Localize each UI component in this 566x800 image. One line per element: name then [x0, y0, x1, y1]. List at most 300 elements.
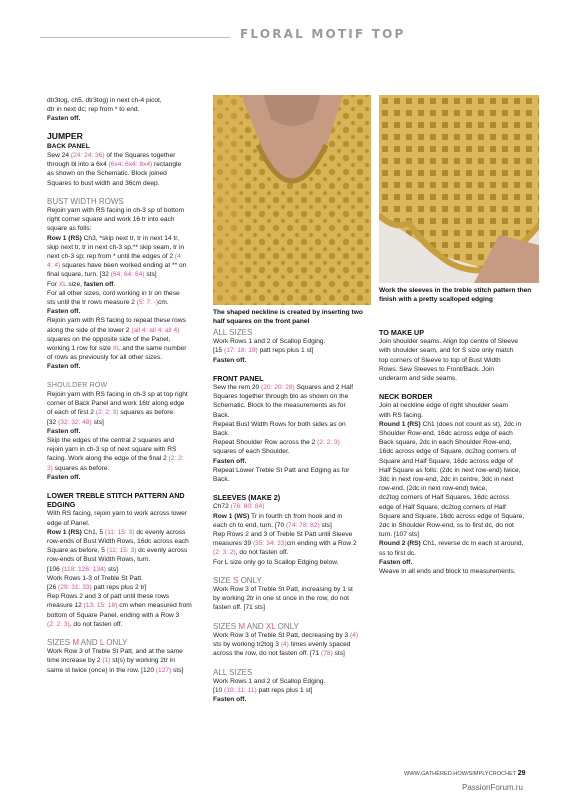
size-values: (10: 11: 11) — [224, 686, 257, 694]
text-line — [47, 316, 207, 325]
size-values: XL — [112, 345, 121, 353]
text-run: across the row, do not fasten off. [71 — [213, 650, 322, 658]
heading-bust-width-rows: BUST WIDTH ROWS — [47, 196, 124, 206]
text-run: times evenly spaced — [288, 641, 351, 649]
text-run: measures 39 — [213, 540, 253, 548]
text-run: fasten off. [71 sts] — [213, 604, 265, 612]
text-line — [47, 169, 207, 178]
size-values: (32: 32: 48) — [58, 418, 92, 426]
text-line — [213, 539, 373, 548]
text-run: edge of Panel. — [47, 519, 90, 527]
text-run: ONLY — [104, 637, 128, 647]
to-make-up-text — [379, 337, 539, 383]
text-run: Square and Square, 16dc across edge of Square, — [379, 512, 525, 520]
size-values: (29: 31: 33) — [58, 583, 92, 591]
caption-sleeve: Work the sleeves in the treble stitch pattern then finish with a pretty scalloped edging — [379, 287, 532, 303]
text-line — [213, 649, 373, 658]
text-line — [379, 411, 539, 420]
bold-text: Fasten off. — [379, 558, 413, 566]
text-line — [213, 429, 373, 438]
text-line — [213, 438, 373, 447]
header-rule — [40, 37, 230, 38]
size-values: XL — [265, 621, 276, 631]
heading-lower-treble-line2: EDGING — [47, 500, 76, 510]
text-line — [379, 567, 539, 576]
text-run: Rejoin yarn with RS facing to repeat these rows — [47, 317, 186, 325]
text-line — [47, 390, 207, 399]
heading-size-s — [213, 576, 373, 585]
text-line — [47, 565, 207, 574]
text-line — [213, 521, 373, 530]
size-values: (35: 34: 33) — [252, 540, 287, 548]
bold-text: Round 2 (RS) — [379, 540, 421, 548]
text-run: , do not fasten off. — [69, 620, 123, 628]
text-run: Work Rows 1-3 of Treble St Patt. — [47, 574, 143, 582]
text-line — [47, 96, 207, 105]
text-run: bottom of Square Panel, ending with a Row 3 — [47, 611, 180, 619]
size-values: (4) — [349, 631, 359, 639]
size-values: (17: 18: 19) — [224, 347, 258, 355]
text-run: sts] — [144, 271, 157, 279]
text-line — [47, 243, 207, 252]
bold-text: Fasten off. — [213, 356, 247, 364]
text-run: Rejoin yarn with RS facing in ch-3 sp at top right — [47, 390, 188, 398]
text-line — [47, 298, 207, 307]
size-values: (76: 80: 84) — [230, 503, 265, 511]
text-run: Repeat Lower Treble St Patt and Edging as for — [213, 466, 350, 474]
text-run: time increase by 2 — [47, 657, 103, 665]
heading-neck-border: NECK BORDER — [379, 392, 433, 402]
text-line — [213, 631, 373, 640]
text-run: . — [113, 280, 116, 288]
page-number: 29 — [517, 770, 526, 777]
text-line — [379, 558, 539, 567]
photo-neckline — [213, 95, 371, 305]
page-header-title: FLORAL MOTIF TOP — [240, 27, 406, 41]
text-run: row-ends of Bust Width Rows, turn. — [47, 556, 151, 564]
text-line — [213, 401, 373, 410]
heading-all-sizes-1: ALL SIZES — [213, 328, 253, 337]
text-run: by working 2tr in one st once in the row, do not — [213, 595, 349, 603]
sleeves-text — [213, 502, 373, 566]
text-line — [379, 365, 539, 374]
size-values: L — [99, 637, 105, 647]
text-run: Square as before, 5 — [47, 547, 107, 555]
text-line — [47, 206, 207, 215]
subheading-back-panel: BACK PANEL — [47, 142, 90, 150]
text-run: turn. [107 sts] — [379, 531, 419, 539]
text-line — [213, 530, 373, 539]
text-run: SIZES — [213, 621, 239, 631]
size-values: XL — [58, 280, 67, 288]
text-run: sts until the tr rows measure 2 — [47, 299, 137, 307]
neck-border-text — [379, 401, 539, 576]
text-line — [379, 493, 539, 502]
text-run: dc evenly across — [136, 547, 188, 555]
text-run: ss to first dc. — [379, 549, 417, 557]
size-values: (127) — [155, 666, 172, 674]
text-run: [26 — [47, 583, 58, 591]
text-line — [47, 620, 207, 629]
watermark: PassionForum.ru — [462, 783, 523, 792]
size-values: (74: 78: 82) — [285, 521, 320, 529]
text-line — [47, 307, 207, 316]
intro-text — [47, 96, 207, 124]
text-run: rectangle — [152, 161, 182, 169]
heading-all-sizes-2: ALL SIZES — [213, 667, 253, 677]
text-line — [47, 105, 207, 114]
text-run: rejoin yarn in ch-3 sp of next square with RS — [47, 446, 177, 454]
text-line — [213, 383, 373, 392]
text-line — [213, 502, 373, 511]
text-line — [379, 484, 539, 493]
text-line — [213, 558, 373, 567]
text-run: Schematic. Block to the measurements as for — [213, 402, 346, 410]
size-values: (2: 2: — [168, 455, 184, 463]
text-run: each ch to end, turn. [70 — [213, 521, 286, 529]
text-line — [213, 392, 373, 401]
text-line — [213, 585, 373, 594]
text-line — [213, 356, 373, 365]
text-run: Sew the rem 20 — [213, 384, 262, 392]
text-run: squares have been worked ending at ** on — [60, 262, 187, 270]
text-run: Shoulder Row-end, 16dc across edge of each — [379, 430, 513, 438]
text-run: [106 — [47, 565, 62, 573]
text-line — [379, 429, 539, 438]
text-line — [379, 466, 539, 475]
text-run: edge of Half Square, dc2tog corners of Half — [379, 503, 506, 511]
text-run: Ch3, *skip next tr, tr in next 14 tr, — [81, 234, 179, 242]
text-line — [47, 473, 207, 482]
text-run: sts] — [332, 650, 345, 658]
text-line — [47, 436, 207, 445]
front-panel-text — [213, 383, 373, 484]
text-run: Ch72 — [213, 503, 231, 511]
heading-shoulder-row: SHOULDER ROW — [47, 381, 108, 389]
bold-text: Fasten off. — [47, 308, 81, 316]
text-line — [47, 151, 207, 160]
text-run: Squares together through blo as shown on the — [213, 393, 349, 401]
text-run: squares as before. — [118, 409, 175, 417]
text-run: 2dc in Shoulder Row-end, ss to first dc, do not — [379, 522, 514, 530]
text-run: Back. — [213, 430, 230, 438]
text-run: Work Rows 1 and 2 of Scallop Edging. — [213, 677, 326, 685]
text-line — [47, 215, 207, 224]
text-line — [47, 427, 207, 436]
text-line — [213, 420, 373, 429]
text-run: SIZES — [47, 637, 73, 647]
text-run: Weave in all ends and block to measurements. — [379, 568, 516, 576]
text-run: ONLY — [238, 575, 262, 585]
size-values: (2: 2: 3) — [47, 620, 70, 628]
text-run: AND — [245, 621, 266, 631]
text-run: [32 — [47, 418, 58, 426]
text-line — [47, 261, 207, 270]
photo-sleeve — [379, 95, 539, 283]
text-run: measure 12 — [47, 602, 84, 610]
text-run: row-end, (2dc in next row-end) twice, — [379, 485, 488, 493]
heading-lower-treble — [47, 491, 207, 509]
column-right — [379, 328, 539, 576]
text-line — [379, 374, 539, 383]
text-run: Rep Rows 2 and 3 of Treble St Patt until Sleeve — [213, 531, 353, 539]
text-run: row-ends of Bust Width Rows, 16dc across each — [47, 537, 189, 545]
text-run: Squares and 2 Half — [294, 384, 354, 392]
text-run: dc2tog corners of Half Squares, 16dc across — [379, 494, 510, 502]
text-run: Join shoulder seams. Align top centre of Sleeve — [379, 338, 518, 346]
text-run: of each of first 2 — [47, 409, 96, 417]
text-line — [47, 280, 207, 289]
text-line — [213, 475, 373, 484]
size-values: (20: 20: 28) — [261, 384, 295, 392]
heading-sizes-m-xl — [213, 622, 373, 631]
size-values: (all 4: all 4: all 4) — [131, 326, 180, 334]
size-values: 3) — [47, 464, 53, 472]
text-line — [47, 537, 207, 546]
text-line — [213, 411, 373, 420]
bold-text: Row 1 (WS) — [213, 512, 250, 520]
text-line — [379, 447, 539, 456]
sizes-m-xl-text — [213, 631, 373, 659]
size-values: (24: 24: 36) — [70, 152, 105, 160]
size-values: (4) — [280, 641, 289, 649]
size-values: M — [72, 637, 80, 647]
size-values: (6x4: 6x4: 8x4) — [108, 161, 153, 169]
size-values: 4: 4) — [47, 262, 61, 270]
text-line — [47, 519, 207, 528]
text-run: patt reps plus 2 tr] — [91, 583, 147, 591]
text-run: sts] — [171, 666, 184, 674]
text-line — [213, 677, 373, 686]
text-run: Back square, 2dc in each Shoulder Row-end, — [379, 439, 512, 447]
size-values: (4: — [174, 253, 183, 261]
text-run: next ch-3 sp; rep from * until the edges of 2 — [47, 253, 175, 261]
text-line — [213, 447, 373, 456]
text-run: Work Rows 1 and 2 of Scallop Edging. — [213, 338, 326, 346]
heading-sleeves: SLEEVES (MAKE 2) — [213, 493, 281, 503]
text-run: Sew 24 — [47, 152, 71, 160]
text-line — [213, 640, 373, 649]
text-run: 3dc in next row-end, 2dc in centre, 3dc in next — [379, 476, 514, 484]
size-values: S — [233, 575, 239, 585]
text-run: Tr in fourth ch from hook and in — [249, 512, 343, 520]
text-run: dtr3tog, ch5, dtr3tog) in next ch-4 picot, — [47, 97, 162, 104]
text-run: Square and Half Square, 16dc across edge of — [379, 457, 513, 465]
text-line — [379, 401, 539, 410]
text-run: with RS facing. — [379, 411, 423, 419]
text-run: Half Square as folls: (2dc in next row-end) twice, — [379, 466, 521, 474]
text-run: , do not fasten off. — [235, 549, 289, 557]
text-line — [213, 548, 373, 557]
text-line — [47, 270, 207, 279]
shoulder-row-text — [47, 390, 207, 482]
text-run: Join at neckline edge of right shoulder seam — [379, 402, 509, 410]
column-middle — [213, 328, 373, 704]
text-run: For all other sizes, cont working in tr on these — [47, 289, 180, 297]
text-line — [213, 603, 373, 612]
text-run: squares of each Shoulder. — [213, 448, 290, 456]
text-line — [47, 399, 207, 408]
text-line — [47, 555, 207, 564]
text-line — [213, 346, 373, 355]
text-run: squares on the opposite side of the Panel, — [47, 335, 171, 343]
text-run: size, — [66, 280, 84, 288]
text-run: Rep Rows 2 and 3 of patt until these rows — [47, 593, 170, 601]
bold-text: fasten off — [83, 280, 114, 288]
text-line — [213, 457, 373, 466]
text-line — [47, 445, 207, 454]
text-run: along the side of the lower 2 — [47, 326, 132, 334]
text-run: Ch1, 5 — [81, 528, 105, 536]
text-line — [47, 528, 207, 537]
text-line — [47, 647, 207, 656]
text-run: Skip the edges of the central 2 squares and — [47, 436, 175, 444]
text-line — [379, 475, 539, 484]
text-line — [213, 686, 373, 695]
text-run: patt reps plus 1 st] — [257, 347, 314, 355]
text-run: and the same number — [120, 345, 187, 353]
section-heading-jumper: JUMPER — [47, 130, 83, 141]
size-values: (2: 2: 3) — [95, 409, 119, 417]
sizes-m-l-text — [47, 647, 207, 675]
photo-sleeve-illustration — [379, 95, 539, 283]
text-line — [47, 601, 207, 610]
size-values: (2: 3: 2) — [213, 549, 236, 557]
size-values: (5: 7: -) — [136, 299, 159, 307]
text-run: Rows. Sew Sleeves to Front/Back. Join — [379, 365, 495, 373]
text-run: underarm and side seams. — [379, 375, 458, 383]
text-run: cm when measured from — [117, 602, 192, 610]
text-line — [47, 353, 207, 362]
bold-text: Fasten off. — [47, 427, 81, 435]
size-values: (2: 2: 3) — [317, 439, 340, 447]
footer-url: WWW.GATHERED.HOW/SIMPLYCROCHET — [404, 771, 517, 777]
back-panel-text — [47, 151, 207, 188]
text-run: Squares to bust width and 36cm deep. — [47, 179, 160, 187]
text-line — [47, 418, 207, 427]
text-run: Work Row 3 of Treble St Patt, decreasing by 3 — [213, 631, 350, 639]
text-line — [379, 346, 539, 355]
text-line — [47, 114, 207, 123]
footer — [404, 770, 526, 777]
text-run: [15 — [213, 347, 224, 355]
text-line — [379, 539, 539, 548]
column-left — [47, 96, 207, 675]
text-line — [213, 695, 373, 704]
text-run: patt reps plus 1 st] — [256, 686, 313, 694]
text-line — [379, 549, 539, 558]
text-run: 16dc across edge of Square, dc2tog corners of — [379, 448, 517, 456]
text-line — [379, 503, 539, 512]
heading-sizes-m-l — [47, 638, 207, 647]
text-line — [47, 335, 207, 344]
bold-text: Fasten off. — [213, 457, 247, 465]
text-run: AND — [79, 637, 100, 647]
text-run: Repeat Bust Width Rows for both sides as on — [213, 420, 346, 428]
photo-neckline-illustration — [213, 95, 371, 305]
text-run: Rejoin yarn with RS facing in ch-3 sp of bottom — [47, 207, 185, 215]
text-line — [47, 224, 207, 233]
text-line — [47, 326, 207, 335]
text-line — [47, 592, 207, 601]
caption-neckline: The shaped neckline is created by inserting two half squares on the front panel — [213, 309, 363, 325]
bold-text: Row 1 (RS) — [47, 528, 82, 536]
text-line — [47, 252, 207, 261]
text-line — [47, 454, 207, 463]
text-line — [47, 574, 207, 583]
text-run: Back. — [213, 411, 230, 419]
text-line — [379, 337, 539, 346]
size-values: (11: 15: 3) — [106, 547, 137, 555]
text-line — [47, 289, 207, 298]
size-values: (11: 15: 3) — [104, 528, 135, 536]
text-line — [47, 656, 207, 665]
text-line — [47, 509, 207, 518]
size-s-text — [213, 585, 373, 613]
text-run: sts by working tr2tog 3 — [213, 641, 281, 649]
size-values: (118: 126: 134) — [61, 565, 106, 573]
text-line — [47, 160, 207, 169]
text-line — [379, 530, 539, 539]
size-values: (1) — [102, 657, 111, 665]
lower-treble-text — [47, 509, 207, 629]
text-run: cm ending with a Row 2 — [286, 540, 357, 548]
text-run: dc evenly across — [134, 528, 186, 536]
text-line — [213, 337, 373, 346]
text-line — [47, 344, 207, 353]
text-run: Work Row 3 of Treble St Patt, increasing by 1 st — [213, 586, 353, 594]
text-run: sts] — [91, 418, 104, 426]
text-run: facing. Work along the edge of the final 2 — [47, 455, 169, 463]
size-values: (64: 64: 64) — [110, 271, 145, 279]
text-run: squares as before. — [52, 464, 110, 472]
text-run: with shoulder seam, and for S size only match — [379, 347, 514, 355]
text-run: Work Row 3 of Treble St Patt, and at the same — [47, 648, 183, 656]
text-run: as shown on the Schematic. Block joined — [47, 170, 167, 178]
text-line — [47, 464, 207, 473]
text-run: same st twice (once) in the row. [120 — [47, 666, 156, 674]
text-run: corner of Back Panel and work 16tr along edge — [47, 400, 185, 408]
size-values: (13: 15: 18) — [83, 602, 118, 610]
text-run: through bl into a 6x4 — [47, 161, 109, 169]
bold-text: Row 1 (RS) — [47, 234, 82, 242]
all-sizes-1-text — [213, 337, 373, 365]
text-line — [47, 583, 207, 592]
bust-width-text — [47, 206, 207, 372]
text-run: Back. — [213, 476, 230, 484]
size-values: (78) — [321, 650, 333, 658]
bold-text: Fasten off. — [47, 473, 81, 481]
bold-text: Round 1 (RS) — [379, 420, 421, 428]
text-line — [47, 179, 207, 188]
text-run: SIZE — [213, 575, 234, 585]
text-line — [47, 666, 207, 675]
bold-text: Fasten off. — [213, 696, 247, 704]
text-line — [47, 611, 207, 620]
text-line — [379, 457, 539, 466]
text-line — [47, 546, 207, 555]
heading-to-make-up: TO MAKE UP — [379, 328, 424, 337]
text-run: With RS facing, rejoin yarn to work across lower — [47, 510, 187, 518]
text-run: [10 — [213, 686, 224, 694]
text-run: working 1 row for size — [47, 345, 113, 353]
text-line — [379, 512, 539, 521]
text-line — [379, 438, 539, 447]
text-run: sts] — [105, 565, 118, 573]
size-values: M — [238, 621, 246, 631]
text-line — [213, 512, 373, 521]
text-line — [47, 234, 207, 243]
